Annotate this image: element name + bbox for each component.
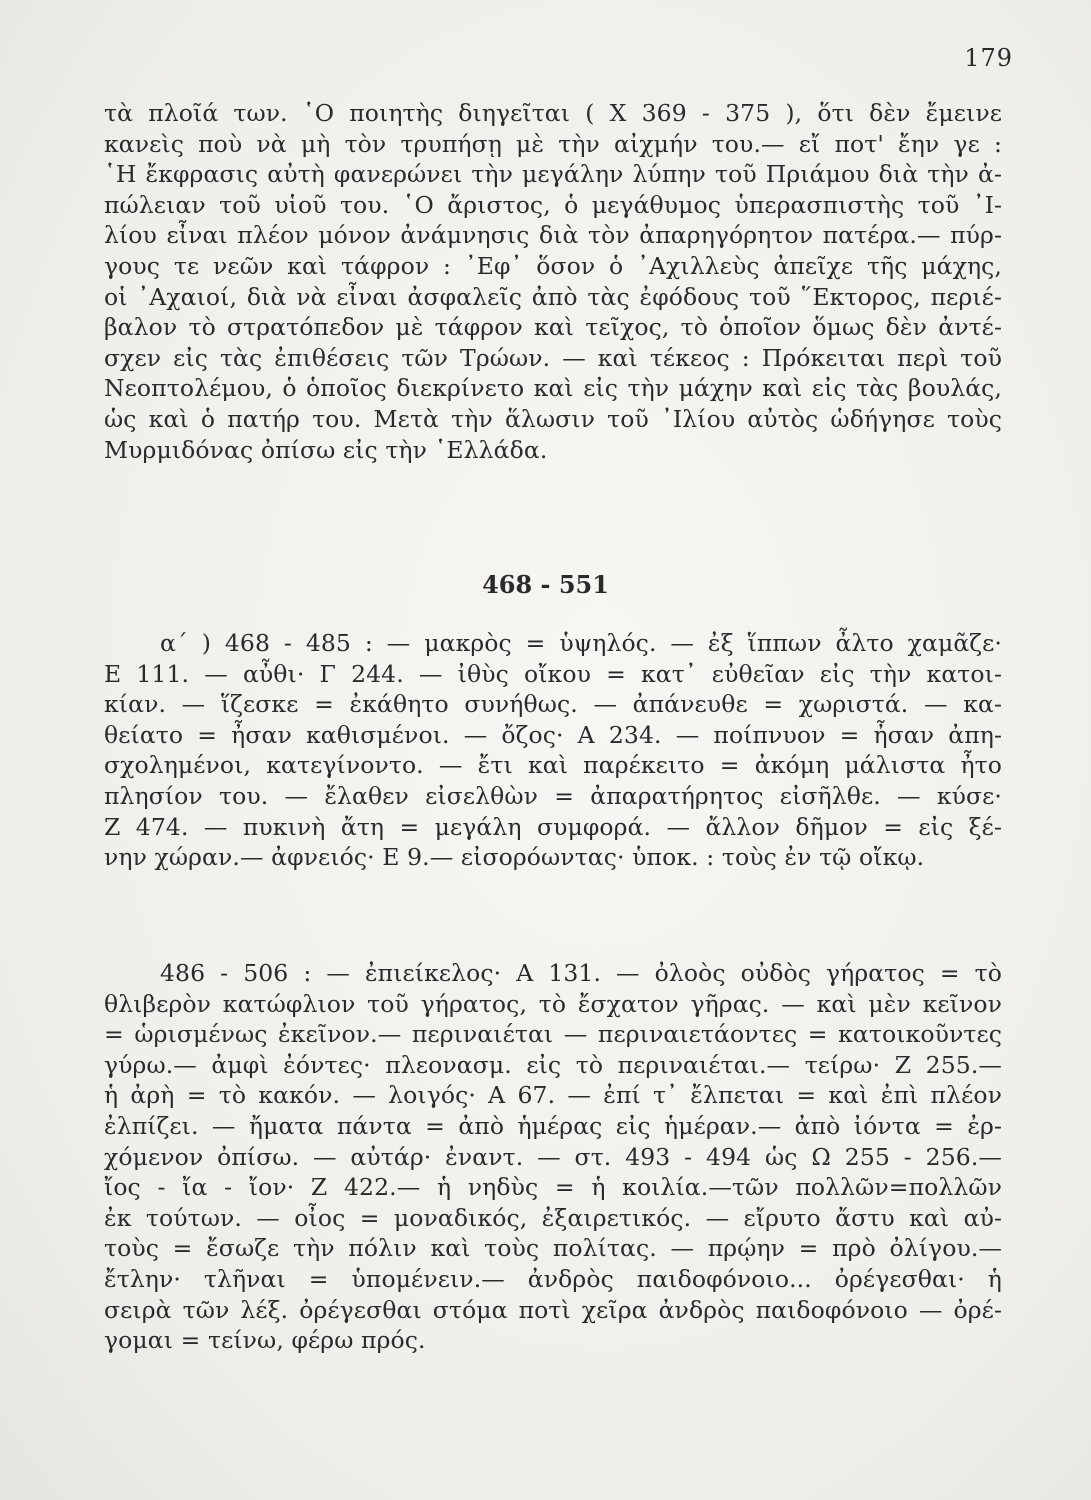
section-heading: 468 - 551 (482, 570, 609, 599)
text-line: θείατο = ἦσαν καθισμένοι. — ὄζος· Α 234. — ποίπνυον = ἦσαν ἀπη- (104, 720, 1002, 749)
text-line: γύρω.— ἀμφὶ ἐόντες· πλεονασμ. εἰς τὸ περιναιέται.— τείρω· Ζ 255.— (104, 1050, 1002, 1079)
text-line: 486 - 506 : — ἐπιείκελος· Α 131. — ὀλοὸς οὐδὸς γήρατος = τὸ (160, 959, 1002, 987)
text-line: α΄ ) 468 - 485 : — μακρὸς = ὑψηλός. — ἐξ ἵππων ἆλτο χαμᾶζε· (160, 629, 1002, 657)
text-line: λίου εἶναι πλέον μόνον ἀνάμνησις διὰ τὸν ἀπαρηγόρητον πατέρα.— πύρ- (104, 221, 1002, 250)
text-line: πλησίον του. — ἔλαθεν εἰσελθὼν = ἀπαρατήρητος εἰσῆλθε. — κύσε· (104, 781, 1002, 810)
text-line: Μυρμιδόνας ὀπίσω εἰς τὴν ῾Ελλάδα. (104, 435, 548, 464)
text-line: σχολημένοι, κατεγίνοντο. — ἔτι καὶ παρέκειτο = ἀκόμη μάλιστα ἦτο (104, 751, 1002, 780)
text-line: ῾Η ἔκφρασις αὐτὴ φανερώνει τὴν μεγάλην λύπην τοῦ Πριάμου διὰ τὴν ἀ- (104, 160, 1002, 189)
commentary-paragraph-1 (104, 98, 1002, 465)
text-line: σχεν εἰς τὰς ἐπιθέσεις τῶν Τρώων. — καὶ τέκεος : Πρόκειται περὶ τοῦ (104, 343, 1002, 372)
text-line: Ζ 474. — πυκινὴ ἄτη = μεγάλη συμφορά. — ἄλλον δῆμον = εἰς ξέ- (104, 812, 1002, 841)
text-line: τὰ πλοῖά των. ῾Ο ποιητὴς διηγεῖται ( Χ 369 - 375 ), ὅτι δὲν ἔμεινε (104, 99, 1002, 127)
text-line: βαλον τὸ στρατόπεδον μὲ τάφρον καὶ τεῖχος, τὸ ὁποῖον ὅμως δὲν ἀντέ- (104, 313, 1002, 342)
text-line: Νεοπτολέμου, ὁ ὁποῖος διεκρίνετο καὶ εἰς τὴν μάχην καὶ εἰς τὰς βουλάς, (104, 374, 1002, 403)
text-line: νην χώραν.— ἀφνειός· Ε 9.— εἰσορόωντας· ὑποκ. : τοὺς ἐν τῷ οἴκῳ. (104, 843, 925, 872)
text-line: πώλειαν τοῦ υἱοῦ του. ῾Ο ἄριστος, ὁ μεγάθυμος ὑπερασπιστὴς τοῦ ᾽Ι- (104, 190, 1002, 219)
commentary-paragraph-3 (104, 958, 1002, 1356)
page-number: 179 (964, 44, 1013, 72)
text-line: = ὡρισμένως ἐκεῖνον.— περιναιέται — περιναιετάοντες = κατοικοῦντες (104, 1020, 1002, 1049)
text-line: ἐκ τούτων. — οἶος = μοναδικός, ἐξαιρετικός. — εἴρυτο ἄστυ καὶ αὐ- (104, 1203, 1002, 1232)
commentary-paragraph-2 (104, 628, 1002, 873)
text-line: σειρὰ τῶν λέξ. ὀρέγεσθαι στόμα ποτὶ χεῖρα ἀνδρὸς παιδοφόνοιο — ὀρέ- (104, 1295, 1002, 1324)
text-line: τοὺς = ἔσωζε τὴν πόλιν καὶ τοὺς πολίτας. — πρῴην = πρὸ ὀλίγου.— (104, 1234, 1002, 1263)
text-line: ἴος - ἴα - ἴον· Ζ 422.— ἡ νηδὺς = ἡ κοιλία.—τῶν πολλῶν=πολλῶν (104, 1173, 1002, 1202)
text-line: ὡς καὶ ὁ πατήρ του. Μετὰ τὴν ἅλωσιν τοῦ ᾽Ιλίου αὐτὸς ὡδήγησε τοὺς (104, 404, 1002, 433)
text-line: ἐλπίζει. — ἤματα πάντα = ἀπὸ ἡμέρας εἰς ἡμέραν.— ἀπὸ ἰόντα = ἐρ- (104, 1111, 1002, 1140)
text-line: κανεὶς ποὺ νὰ μὴ τὸν τρυπήσῃ μὲ τὴν αἰχμήν του.— εἴ ποτ' ἔην γε : (104, 129, 1002, 158)
text-line: κίαν. — ἵζεσκε = ἐκάθητο συνήθως. — ἀπάνευθε = χωριστά. — κα- (104, 690, 1002, 719)
text-line: οἱ ᾽Αχαιοί, διὰ νὰ εἶναι ἀσφαλεῖς ἀπὸ τὰς ἐφόδους τοῦ ῞Εκτορος, περιέ- (104, 282, 1002, 311)
text-line: ἔτλην· τλῆναι = ὑπομένειν.— ἀνδρὸς παιδοφόνοιο... ὀρέγεσθαι· ἡ (104, 1264, 1002, 1293)
text-line: χόμενον ὀπίσω. — αὐτάρ· ἐναντ. — στ. 493 - 494 ὡς Ω 255 - 256.— (104, 1142, 1002, 1171)
text-line: ἡ ἀρὴ = τὸ κακόν. — λοιγός· Α 67. — ἐπί τ᾽ ἔλπεται = καὶ ἐπὶ πλέον (104, 1081, 1002, 1110)
text-line: γους τε νεῶν καὶ τάφρον : ᾽Εφ᾽ ὅσον ὁ ᾽Αχιλλεὺς ἀπεῖχε τῆς μάχης, (104, 251, 1002, 280)
text-line: θλιβερὸν κατώφλιον τοῦ γήρατος, τὸ ἔσχατον γῆρας. — καὶ μὲν κεῖνον (104, 989, 1002, 1018)
text-line: Ε 111. — αὖθι· Γ 244. — ἰθὺς οἴκου = κατ᾽ εὐθεῖαν εἰς τὴν κατοι- (104, 659, 1002, 688)
text-line: γομαι = τείνω, φέρω πρός. (104, 1326, 426, 1355)
